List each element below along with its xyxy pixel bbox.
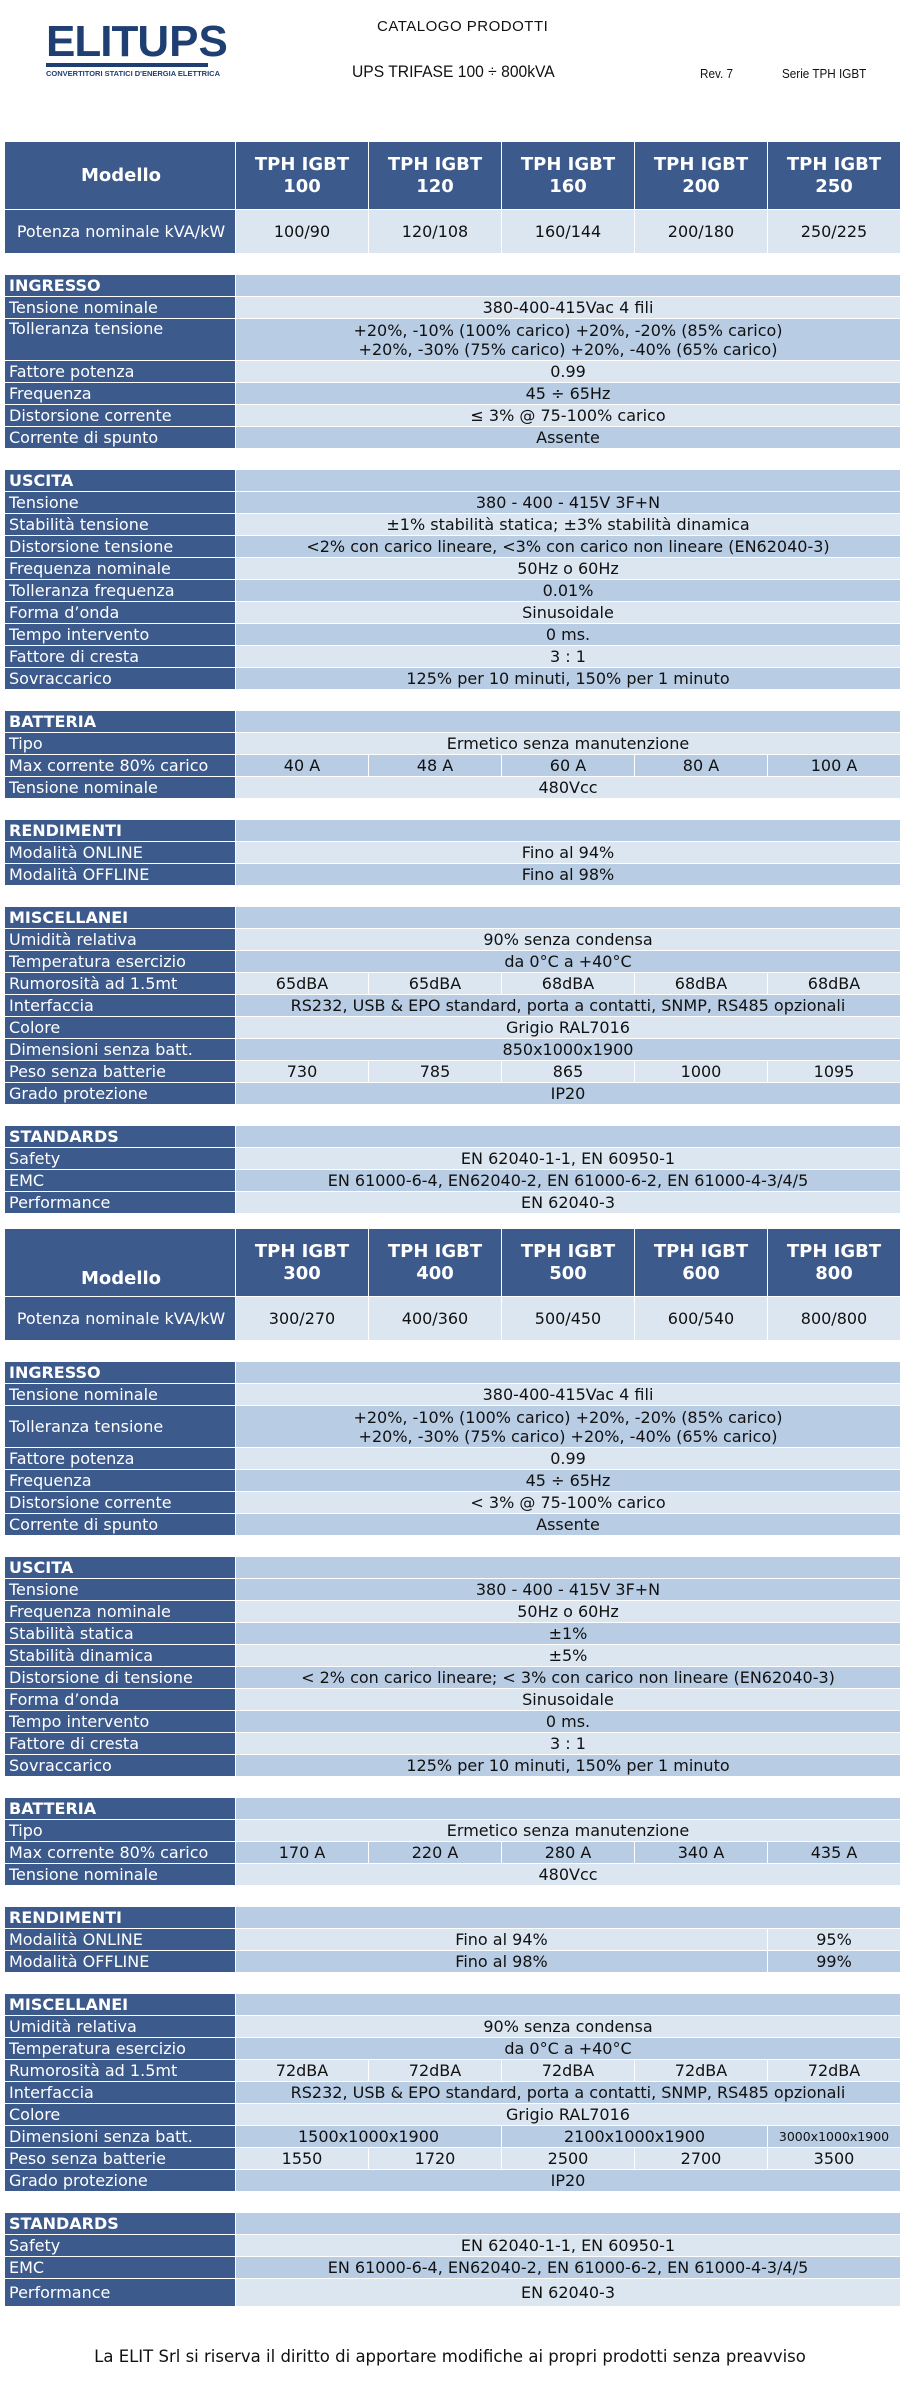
spec-value: 0.99 [236, 1448, 900, 1470]
spec-label: Stabilità dinamica [5, 1645, 236, 1667]
spec-label: Frequenza nominale [5, 558, 236, 580]
spec-label: Temperatura esercizio [5, 951, 236, 973]
model-name: TPH IGBT 200 [635, 142, 768, 210]
spec-value: < 2% con carico lineare; < 3% con carico non lineare (EN62040-3) [236, 1667, 900, 1689]
spec-row [5, 2016, 900, 2038]
product-title: UPS TRIFASE 100 ÷ 800kVA [352, 62, 555, 81]
power-value: 160/144 [502, 210, 635, 254]
section-title: INGRESSO [5, 275, 236, 297]
spec-value: 2100x1000x1900 [502, 2126, 768, 2148]
spec-value: 1500x1000x1900 [236, 2126, 502, 2148]
section-header-miscellanei [5, 907, 900, 929]
spec-value: 80 A [635, 755, 768, 777]
spec-label: Modalità OFFLINE [5, 1951, 236, 1973]
model-name: TPH IGBT 100 [236, 142, 369, 210]
spec-row [5, 2279, 900, 2307]
power-value: 400/360 [369, 1297, 502, 1341]
spec-label: Tipo [5, 733, 236, 755]
spec-row [5, 2082, 900, 2104]
spec-value: EN 62040-1-1, EN 60950-1 [236, 2235, 900, 2257]
spec-value [236, 1406, 900, 1448]
spec-value: 2500 [502, 2148, 635, 2170]
spec-value: 60 A [502, 755, 635, 777]
elit-ups-logo [46, 17, 228, 78]
section-header-batteria [5, 711, 900, 733]
spec-value: 480Vcc [236, 777, 900, 799]
spec-row [5, 383, 900, 405]
spec-row [5, 1170, 900, 1192]
spec-label: Fattore potenza [5, 361, 236, 383]
model-name: TPH IGBT 160 [502, 142, 635, 210]
spec-value: 95% [768, 1929, 900, 1951]
spec-row [5, 1492, 900, 1514]
logo-text-ups: UPS [137, 17, 228, 66]
catalog-title: CATALOGO PRODOTTI [377, 18, 549, 35]
spec-value: 72dBA [236, 2060, 369, 2082]
spec-value: Grigio RAL7016 [236, 1017, 900, 1039]
spec-value: 1095 [768, 1061, 900, 1083]
section-title: MISCELLANEI [5, 907, 236, 929]
spec-value: 65dBA [369, 973, 502, 995]
spec-label: Tempo intervento [5, 624, 236, 646]
spec-row [5, 514, 900, 536]
revision-label: Rev. 7 [700, 66, 733, 81]
spec-label: Modalità ONLINE [5, 1929, 236, 1951]
logo-text-elit: ELIT [46, 17, 138, 66]
spec-row [5, 1083, 900, 1105]
spec-value: 280 A [502, 1842, 635, 1864]
spec-label: Umidità relativa [5, 2016, 236, 2038]
spec-label: Rumorosità ad 1.5mt [5, 973, 236, 995]
spec-label: Sovraccarico [5, 1755, 236, 1777]
spec-value: IP20 [236, 1083, 900, 1105]
spec-row [5, 1951, 900, 1973]
spec-label: Interfaccia [5, 2082, 236, 2104]
spec-value: 72dBA [635, 2060, 768, 2082]
spec-row [5, 1039, 900, 1061]
spec-value: 220 A [369, 1842, 502, 1864]
spec-row [5, 646, 900, 668]
spec-value: da 0°C a +40°C [236, 951, 900, 973]
spec-row [5, 1470, 900, 1492]
spec-row [5, 405, 900, 427]
spec-label: Tolleranza frequenza [5, 580, 236, 602]
spec-label: Colore [5, 2104, 236, 2126]
model-label: Modello [5, 1229, 236, 1297]
section-title: USCITA [5, 1557, 236, 1579]
spec-row [5, 973, 900, 995]
spec-value: 1000 [635, 1061, 768, 1083]
footer-disclaimer: La ELIT Srl si riserva il diritto di apportare modifiche ai propri prodotti senza preavviso [94, 2347, 806, 2366]
spec-value: RS232, USB & EPO standard, porta a contatti, SNMP, RS485 opzionali [236, 2082, 900, 2104]
spec-value: 1720 [369, 2148, 502, 2170]
section-header-uscita [5, 1557, 900, 1579]
spec-label: Tolleranza tensione [5, 1406, 236, 1448]
spec-value: 68dBA [635, 973, 768, 995]
spec-label: Modalità ONLINE [5, 842, 236, 864]
spec-value: 3 : 1 [236, 646, 900, 668]
spec-value: EN 62040-3 [236, 1192, 900, 1214]
spec-value: 48 A [369, 755, 502, 777]
spec-value: EN 61000-6-4, EN62040-2, EN 61000-6-2, EN 61000-4-3/4/5 [236, 2257, 900, 2279]
spec-value: 0 ms. [236, 624, 900, 646]
spec-label: Modalità OFFLINE [5, 864, 236, 886]
spec-value: 1550 [236, 2148, 369, 2170]
spec-row [5, 1623, 900, 1645]
spec-value: 125% per 10 minuti, 150% per 1 minuto [236, 1755, 900, 1777]
tolerance-line-2: +20%, -30% (75% carico) +20%, -40% (65% carico) [358, 339, 778, 359]
spec-value: 3 : 1 [236, 1733, 900, 1755]
logo-subtitle: CONVERTITORI STATICI D'ENERGIA ELETTRICA [46, 69, 221, 78]
spec-value: 50Hz o 60Hz [236, 1601, 900, 1623]
series-label: Serie TPH IGBT [782, 66, 867, 81]
spec-row [5, 1406, 900, 1448]
power-value: 800/800 [768, 1297, 900, 1341]
section-header-ingresso [5, 275, 900, 297]
spec-label: Corrente di spunto [5, 1514, 236, 1536]
spec-row [5, 733, 900, 755]
spec-label: Rumorosità ad 1.5mt [5, 2060, 236, 2082]
spec-label: Fattore di cresta [5, 646, 236, 668]
spec-label: Distorsione corrente [5, 1492, 236, 1514]
spec-row [5, 536, 900, 558]
spec-label: Fattore potenza [5, 1448, 236, 1470]
model-name: TPH IGBT 500 [502, 1229, 635, 1297]
spec-label: Forma d’onda [5, 1689, 236, 1711]
spec-label: Tipo [5, 1820, 236, 1842]
spec-value: EN 62040-3 [236, 2279, 900, 2307]
spec-value: Assente [236, 1514, 900, 1536]
spec-label: Interfaccia [5, 995, 236, 1017]
tolerance-line-1: +20%, -10% (100% carico) +20%, -20% (85% carico) [353, 320, 783, 340]
spec-row [5, 2257, 900, 2279]
spec-row [5, 755, 900, 777]
power-label: Potenza nominale kVA/kW [5, 1297, 236, 1341]
spec-row [5, 319, 900, 361]
section-title: BATTERIA [5, 711, 236, 733]
spec-row [5, 1148, 900, 1170]
spec-label: Grado protezione [5, 2170, 236, 2192]
spec-value: 50Hz o 60Hz [236, 558, 900, 580]
spec-label: Distorsione tensione [5, 536, 236, 558]
spec-value: 0.99 [236, 361, 900, 383]
spec-row [5, 1384, 900, 1406]
spec-value: 850x1000x1900 [236, 1039, 900, 1061]
spec-row [5, 995, 900, 1017]
section-header-standards [5, 1126, 900, 1148]
spec-label: Tensione [5, 1579, 236, 1601]
spec-label: Colore [5, 1017, 236, 1039]
spec-label: EMC [5, 1170, 236, 1192]
spec-label: Dimensioni senza batt. [5, 1039, 236, 1061]
spec-label: Dimensioni senza batt. [5, 2126, 236, 2148]
spec-value: 72dBA [768, 2060, 900, 2082]
spec-value: 2700 [635, 2148, 768, 2170]
spec-label: Safety [5, 1148, 236, 1170]
model-name: TPH IGBT 250 [768, 142, 900, 210]
spec-label: Distorsione di tensione [5, 1667, 236, 1689]
spec-row [5, 2038, 900, 2060]
spec-value: 435 A [768, 1842, 900, 1864]
spec-value: IP20 [236, 2170, 900, 2192]
spec-value: 0 ms. [236, 1711, 900, 1733]
spec-row [5, 2126, 900, 2148]
spec-label: Frequenza [5, 383, 236, 405]
spec-row [5, 777, 900, 799]
section-header-batteria [5, 1798, 900, 1820]
spec-label: Forma d’onda [5, 602, 236, 624]
spec-table-300-800 [4, 1228, 900, 2307]
spec-value: 785 [369, 1061, 502, 1083]
spec-value: 3500 [768, 2148, 900, 2170]
section-header-standards [5, 2213, 900, 2235]
spec-label: Tensione nominale [5, 777, 236, 799]
spec-value: Sinusoidale [236, 1689, 900, 1711]
spec-label: Tensione [5, 492, 236, 514]
section-header-uscita [5, 470, 900, 492]
spec-value: 480Vcc [236, 1864, 900, 1886]
power-value: 120/108 [369, 210, 502, 254]
page-header [0, 0, 900, 120]
section-header-rendimenti [5, 820, 900, 842]
section-header-rendimenti [5, 1907, 900, 1929]
spec-value: Fino al 94% [236, 842, 900, 864]
spec-row [5, 951, 900, 973]
tolerance-line-1: +20%, -10% (100% carico) +20%, -20% (85% carico) [353, 1407, 783, 1427]
spec-row [5, 1667, 900, 1689]
tolerance-line-2: +20%, -30% (75% carico) +20%, -40% (65% carico) [358, 1426, 778, 1446]
spec-row [5, 1192, 900, 1214]
spec-value: ≤ 3% @ 75-100% carico [236, 405, 900, 427]
section-title: STANDARDS [5, 2213, 236, 2235]
spec-value: ±5% [236, 1645, 900, 1667]
model-name: TPH IGBT 400 [369, 1229, 502, 1297]
spec-value: 45 ÷ 65Hz [236, 383, 900, 405]
spec-label: Fattore di cresta [5, 1733, 236, 1755]
model-name: TPH IGBT 300 [236, 1229, 369, 1297]
spec-value: 68dBA [768, 973, 900, 995]
spec-value: Sinusoidale [236, 602, 900, 624]
spec-label: Max corrente 80% carico [5, 755, 236, 777]
spec-label: Stabilità tensione [5, 514, 236, 536]
spec-label: Distorsione corrente [5, 405, 236, 427]
spec-value: 380-400-415Vac 4 fili [236, 297, 900, 319]
spec-value: RS232, USB & EPO standard, porta a contatti, SNMP, RS485 opzionali [236, 995, 900, 1017]
power-value: 100/90 [236, 210, 369, 254]
spec-label: Safety [5, 2235, 236, 2257]
spec-value: 99% [768, 1951, 900, 1973]
spec-row [5, 361, 900, 383]
spec-row [5, 1842, 900, 1864]
spec-label: Tensione nominale [5, 1864, 236, 1886]
spec-value: Fino al 98% [236, 864, 900, 886]
spec-value: 45 ÷ 65Hz [236, 1470, 900, 1492]
section-title: STANDARDS [5, 1126, 236, 1148]
section-title: MISCELLANEI [5, 1994, 236, 2016]
spec-value: < 3% @ 75-100% carico [236, 1492, 900, 1514]
power-value: 200/180 [635, 210, 768, 254]
section-title: INGRESSO [5, 1362, 236, 1384]
spec-row [5, 1514, 900, 1536]
spec-value: Ermetico senza manutenzione [236, 733, 900, 755]
model-name: TPH IGBT 800 [768, 1229, 900, 1297]
spec-value: Fino al 94% [236, 1929, 768, 1951]
spec-row [5, 668, 900, 690]
spec-value: da 0°C a +40°C [236, 2038, 900, 2060]
spec-label: Corrente di spunto [5, 427, 236, 449]
spec-row [5, 1061, 900, 1083]
spec-value: 40 A [236, 755, 369, 777]
spec-value: 380-400-415Vac 4 fili [236, 1384, 900, 1406]
spec-value: 100 A [768, 755, 900, 777]
spec-row [5, 1448, 900, 1470]
spec-label: Frequenza nominale [5, 1601, 236, 1623]
spec-label: Peso senza batterie [5, 1061, 236, 1083]
spec-value: Assente [236, 427, 900, 449]
power-value: 600/540 [635, 1297, 768, 1341]
spec-row [5, 842, 900, 864]
spec-row [5, 864, 900, 886]
spec-value: 90% senza condensa [236, 929, 900, 951]
spec-row [5, 1820, 900, 1842]
spec-row [5, 602, 900, 624]
spec-value: EN 61000-6-4, EN62040-2, EN 61000-6-2, EN 61000-4-3/4/5 [236, 1170, 900, 1192]
spec-label: Tensione nominale [5, 297, 236, 319]
model-label: Modello [5, 142, 236, 210]
spec-value: 65dBA [236, 973, 369, 995]
power-row [5, 1297, 900, 1341]
spec-row [5, 1711, 900, 1733]
spec-row [5, 580, 900, 602]
spec-row [5, 2170, 900, 2192]
spec-label: Tolleranza tensione [5, 319, 236, 361]
spec-row [5, 1929, 900, 1951]
spec-row [5, 2235, 900, 2257]
spec-row [5, 2148, 900, 2170]
spec-value: 72dBA [369, 2060, 502, 2082]
section-title: RENDIMENTI [5, 1907, 236, 1929]
spec-label: Sovraccarico [5, 668, 236, 690]
spec-value: Ermetico senza manutenzione [236, 1820, 900, 1842]
spec-value: 865 [502, 1061, 635, 1083]
spec-row [5, 929, 900, 951]
spec-row [5, 1755, 900, 1777]
spec-value: ±1% stabilità statica; ±3% stabilità dinamica [236, 514, 900, 536]
spec-label: Max corrente 80% carico [5, 1842, 236, 1864]
spec-row [5, 558, 900, 580]
spec-value: 90% senza condensa [236, 2016, 900, 2038]
spec-label: Performance [5, 2279, 236, 2307]
spec-row [5, 1601, 900, 1623]
spec-value: EN 62040-1-1, EN 60950-1 [236, 1148, 900, 1170]
power-value: 250/225 [768, 210, 900, 254]
model-name: TPH IGBT 600 [635, 1229, 768, 1297]
spec-value: Grigio RAL7016 [236, 2104, 900, 2126]
spec-row [5, 1864, 900, 1886]
model-row [5, 142, 900, 210]
power-row [5, 210, 900, 254]
spec-label: Peso senza batterie [5, 2148, 236, 2170]
spec-value: 72dBA [502, 2060, 635, 2082]
section-title: BATTERIA [5, 1798, 236, 1820]
model-name: TPH IGBT 120 [369, 142, 502, 210]
spec-row [5, 624, 900, 646]
spec-value: Fino al 98% [236, 1951, 768, 1973]
spec-row [5, 2104, 900, 2126]
spec-value [236, 319, 900, 361]
power-value: 500/450 [502, 1297, 635, 1341]
spec-label: EMC [5, 2257, 236, 2279]
spec-label: Grado protezione [5, 1083, 236, 1105]
spec-label: Temperatura esercizio [5, 2038, 236, 2060]
spec-row [5, 2060, 900, 2082]
spec-table-100-250 [4, 141, 900, 1214]
spec-row [5, 297, 900, 319]
spec-value: 125% per 10 minuti, 150% per 1 minuto [236, 668, 900, 690]
spec-row [5, 1733, 900, 1755]
spec-value: 68dBA [502, 973, 635, 995]
spec-label: Stabilità statica [5, 1623, 236, 1645]
spec-row [5, 1645, 900, 1667]
section-title: RENDIMENTI [5, 820, 236, 842]
model-row [5, 1229, 900, 1297]
spec-value: 730 [236, 1061, 369, 1083]
spec-value: 3000x1000x1900 [768, 2126, 900, 2148]
spec-label: Frequenza [5, 1470, 236, 1492]
spec-row [5, 1017, 900, 1039]
spec-row [5, 427, 900, 449]
spec-value: 340 A [635, 1842, 768, 1864]
spec-value: 170 A [236, 1842, 369, 1864]
spec-row [5, 1579, 900, 1601]
section-title: USCITA [5, 470, 236, 492]
spec-value: ±1% [236, 1623, 900, 1645]
spec-label: Tempo intervento [5, 1711, 236, 1733]
power-value: 300/270 [236, 1297, 369, 1341]
section-header-miscellanei [5, 1994, 900, 2016]
spec-row [5, 1689, 900, 1711]
spec-value: 380 - 400 - 415V 3F+N [236, 492, 900, 514]
spec-value: <2% con carico lineare, <3% con carico non lineare (EN62040-3) [236, 536, 900, 558]
spec-value: 0.01% [236, 580, 900, 602]
spec-label: Tensione nominale [5, 1384, 236, 1406]
spec-row [5, 492, 900, 514]
spec-value: 380 - 400 - 415V 3F+N [236, 1579, 900, 1601]
section-header-ingresso [5, 1362, 900, 1384]
power-label: Potenza nominale kVA/kW [5, 210, 236, 254]
spec-label: Umidità relativa [5, 929, 236, 951]
spec-label: Performance [5, 1192, 236, 1214]
